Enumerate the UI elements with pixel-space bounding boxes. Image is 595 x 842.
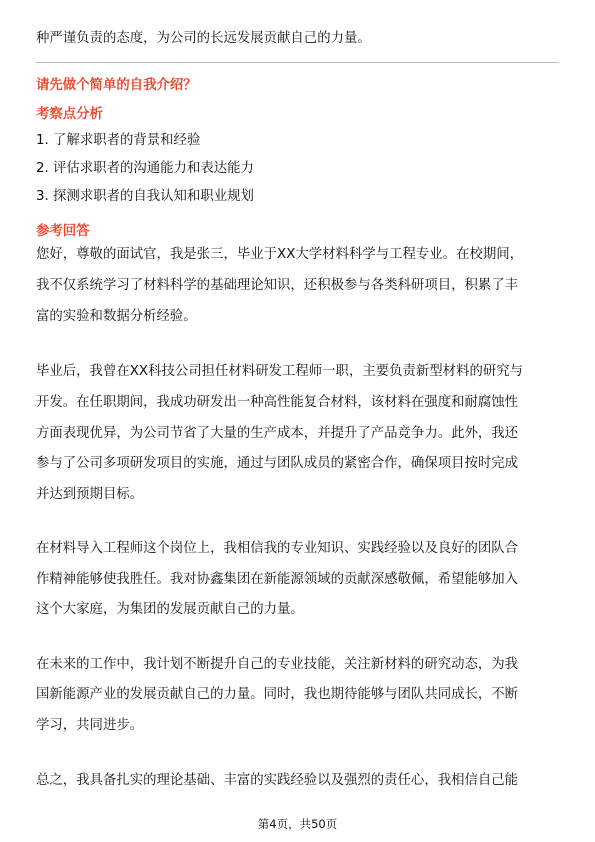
answer-line: 参与了公司多项研发项目的实施，通过与团队成员的紧密合作，确保项目按时完成 bbox=[36, 456, 519, 471]
answer-line: 学习，共同进步。 bbox=[36, 718, 144, 733]
page-number-footer: 第4页，共50页 bbox=[257, 817, 338, 831]
analysis-heading: 考察点分析 bbox=[36, 107, 103, 122]
answer-line: 国新能源产业的发展贡献自己的力量。同时，我也期待能够与团队共同成长，不断 bbox=[36, 687, 519, 702]
analysis-item: 1. 了解求职者的背景和经验 bbox=[36, 133, 201, 148]
section-divider bbox=[36, 62, 559, 63]
intro-tail-text: 种严谨负责的态度，为公司的长远发展贡献自己的力量。 bbox=[36, 31, 371, 46]
answer-line: 毕业后，我曾在XX科技公司担任材料研发工程师一职，主要负责新型材料的研究与 bbox=[36, 364, 524, 379]
answer-line: 在材料导入工程师这个岗位上，我相信我的专业知识、实践经验以及良好的团队合 bbox=[36, 541, 519, 556]
answer-line: 作精神能够使我胜任。我对协鑫集团在新能源领域的贡献深感敬佩，希望能够加入 bbox=[36, 572, 519, 587]
answer-line: 这个大家庭，为集团的发展贡献自己的力量。 bbox=[36, 602, 304, 617]
answer-line: 方面表现优异，为公司节省了大量的生产成本，并提升了产品竞争力。此外，我还 bbox=[36, 426, 519, 441]
answer-heading: 参考回答 bbox=[36, 224, 90, 239]
answer-line: 开发。在任职期间，我成功研发出一种高性能复合材料，该材料在强度和耐腐蚀性 bbox=[36, 395, 519, 410]
analysis-item: 3. 探测求职者的自我认知和职业规划 bbox=[36, 189, 254, 204]
question-heading: 请先做个简单的自我介绍？ bbox=[36, 78, 197, 93]
answer-line: 并达到预期目标。 bbox=[36, 487, 144, 502]
answer-line: 在未来的工作中，我计划不断提升自己的专业技能，关注新材料的研究动态，为我 bbox=[36, 657, 519, 672]
answer-line: 您好，尊敬的面试官，我是张三，毕业于XX大学材料科学与工程专业。在校期间， bbox=[36, 247, 524, 262]
analysis-item: 2. 评估求职者的沟通能力和表达能力 bbox=[36, 161, 254, 176]
answer-line: 富的实验和数据分析经验。 bbox=[36, 309, 197, 324]
answer-line: 总之，我具备扎实的理论基础、丰富的实践经验以及强烈的责任心，我相信自己能 bbox=[36, 773, 519, 788]
answer-line: 我不仅系统学习了材料科学的基础理论知识，还积极参与各类科研项目，积累了丰 bbox=[36, 278, 519, 293]
